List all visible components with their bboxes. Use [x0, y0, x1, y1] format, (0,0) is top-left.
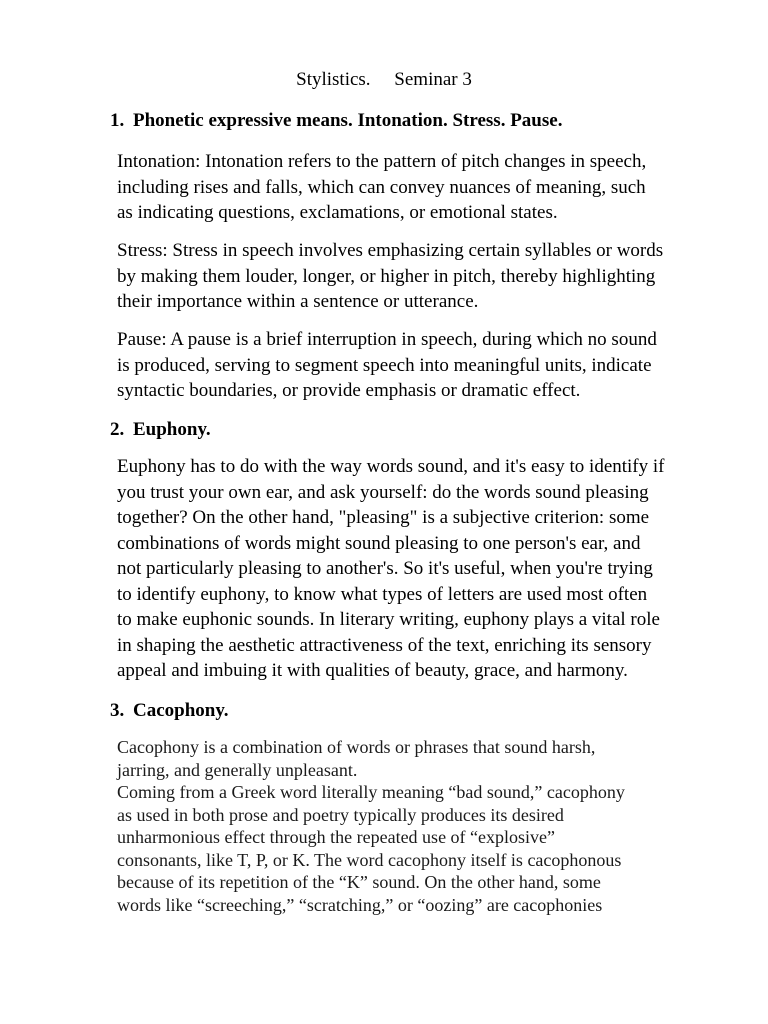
text-line: Cacophony is a combination of words or phrases that sound harsh,: [117, 737, 596, 757]
paragraph-cacophony: [117, 736, 732, 916]
section-title: Cacophony.: [133, 700, 229, 721]
text-line: jarring, and generally unpleasant.: [117, 759, 358, 780]
page-title: Stylistics. Seminar 3: [296, 69, 472, 90]
section-number: 3.: [110, 700, 125, 721]
text-line: Pause: A pause is a brief interruption in speech, during which no sound: [117, 329, 657, 350]
text-line: consonants, like T, P, or K. The word cacophony itself is cacophonous: [117, 849, 622, 870]
section-title: Phonetic expressive means. Intonation. Stress. Pause.: [133, 110, 563, 131]
section-title: Euphony.: [133, 419, 211, 440]
text-line: by making them louder, longer, or higher in pitch, thereby highlighting: [117, 265, 656, 287]
text-line: their importance within a sentence or utterance.: [117, 291, 479, 312]
text-line: Stress: Stress in speech involves emphasizing certain syllables or words: [117, 240, 664, 261]
text-line: Intonation: Intonation refers to the pattern of pitch changes in speech,: [117, 151, 647, 172]
text-line: Euphony has to do with the way words sound, and it's easy to identify if: [117, 456, 665, 477]
text-line: appeal and imbuing it with qualities of beauty, grace, and harmony.: [117, 660, 628, 681]
paragraph-euphony: [117, 454, 732, 684]
text-line: words like “screeching,” “scratching,” or “oozing” are cacophonies: [117, 894, 603, 915]
section-heading-3: [110, 699, 229, 723]
text-line: because of its repetition of the “K” sound. On the other hand, some: [117, 872, 601, 892]
text-line: together? On the other hand, "pleasing" is a subjective criterion: some: [117, 507, 650, 528]
paragraph-pause: [117, 327, 732, 404]
text-line: as used in both prose and poetry typically produces its desired: [117, 804, 564, 825]
section-number: 1.: [110, 110, 125, 131]
text-line: syntactic boundaries, or provide emphasis or dramatic effect.: [117, 380, 581, 401]
paragraph-stress: [117, 238, 732, 315]
paragraph-intonation: [117, 149, 732, 226]
text-line: to identify euphony, to know what types of letters are used most often: [117, 583, 648, 605]
text-line: you trust your own ear, and ask yourself: do the words sound pleasing: [117, 481, 649, 503]
text-line: Coming from a Greek word literally meaning “bad sound,” cacophony: [117, 782, 625, 802]
section-number: 2.: [110, 419, 125, 440]
text-line: unharmonious effect through the repeated use of “explosive”: [117, 827, 556, 847]
text-line: as indicating questions, exclamations, or emotional states.: [117, 202, 558, 223]
text-line: to make euphonic sounds. In literary writing, euphony plays a vital role: [117, 609, 660, 630]
text-line: combinations of words might sound pleasing to one person's ear, and: [117, 532, 641, 554]
text-line: is produced, serving to segment speech into meaningful units, indicate: [117, 354, 652, 376]
text-line: in shaping the aesthetic attractiveness of the text, enriching its sensory: [117, 634, 652, 656]
text-line: including rises and falls, which can convey nuances of meaning, such: [117, 176, 646, 198]
section-heading-2: [110, 418, 211, 442]
text-line: not particularly pleasing to another's. So it's useful, when you're trying: [117, 558, 653, 579]
section-heading-1: [110, 109, 562, 133]
